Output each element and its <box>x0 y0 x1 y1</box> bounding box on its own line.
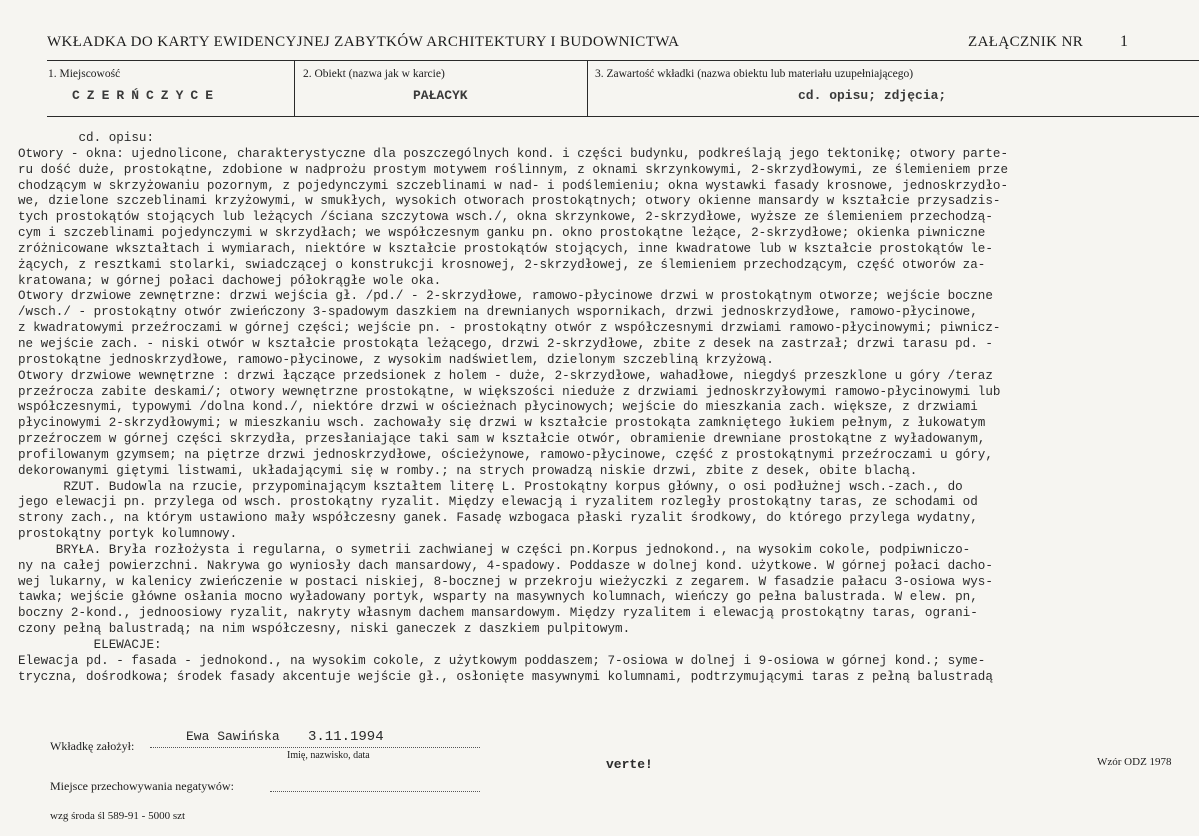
negatives-line <box>270 791 480 792</box>
object-label: 2. Obiekt (nazwa jak w karcie) <box>303 68 445 80</box>
negatives-label: Miejsce przechowywania negatywów: <box>50 779 234 793</box>
description-line: dekorowanymi giętymi listwami, układającymi się w romby.; na strych prowadzą niskie drzwi, zbite z desek, obite blachą. <box>18 463 918 478</box>
description-line: z kwadratowymi przeźroczami w górnej części; wejście pn. - prostokątny otwór z współczesnymi drzwiami ramowo-płycinowymi; piwnicz- <box>18 321 1001 336</box>
description-line: cym i szczeblinami pojedynczymi w skrzydłach; we współczesnym ganku pn. okno prostokątne leżące, 2-skrzydłowe; okienka piwniczne <box>18 226 986 241</box>
form-title: WKŁADKA DO KARTY EWIDENCYJNEJ ZABYTKÓW ARCHITEKTURY I BUDOWNICTWA <box>47 34 680 50</box>
content-label: 3. Zawartość wkładki (nazwa obiektu lub materiału uzupełniającego) <box>595 68 914 80</box>
field-divider-1 <box>294 61 295 117</box>
signature-caption: Imię, nazwisko, data <box>287 750 370 761</box>
field-divider-2 <box>587 61 588 117</box>
description-line: żących, z resztkami stolarki, swiadczącej o konstrukcji krosnowej, 2-skrzydłowej, ze ślemieniem przechodzącym, część otworów za- <box>18 257 986 272</box>
description-line: RZUT. Budowla na rzucie, przypominającym kształtem literę L. Prostokątny korpus główny, o osi podłużnej wsch.-zach., do <box>18 479 963 494</box>
description-line: profilowanym gzymsem; na piętrze drzwi jednoskrzydłowe, ościeżynowe, ramowo-płycinowe, część z prostokątnymi przeźroczami u góry, <box>18 447 993 462</box>
description-line: ny na całej powierzchni. Nakrywa go wyniosły dach mansardowy, 4-spadowy. Poddasze w dolnej kond. użytkowe. W górnej połaci dacho- <box>18 558 993 573</box>
inserted-by-label: Wkładkę założył: <box>50 739 135 753</box>
inserted-by-name: Ewa Sawińska <box>186 729 280 744</box>
description-line: wej lukarny, w kalenicy zwieńczenie w postaci niskiej, 8-bocznej w przekroju wieżyczki z zegarem. W fasadzie pałacu 3-osiowa wys- <box>18 574 993 589</box>
fields-bottom-rule <box>47 116 1199 117</box>
description-line: jego elewacji pn. przylega od wsch. prostokątny ryzalit. Między elewacją i ryzalitem rozległy prostokątny taras, ze schodami od <box>18 495 978 510</box>
inserted-by-line <box>150 747 480 748</box>
description-text <box>18 131 1188 686</box>
description-line: tryczna, dośrodkowa; środek fasady akcentuje wejście gł., osłonięte masywnymi kolumnami, podtrzymującymi taras z pełną balustradą <box>18 669 993 684</box>
description-line: chodzącym w skrzyżowaniu pozornym, z pojedynczymi szczeblinami w nad- i podślemieniu; okna wystawki fasady krosnowe, jednoskrzydło- <box>18 178 1009 193</box>
form-model: Wzór ODZ 1978 <box>1097 756 1172 768</box>
content-value: cd. opisu; zdjęcia; <box>798 88 947 103</box>
description-line: czony pełną balustradą; na nim współczesny, niski ganeczek z daszkiem pulpitowym. <box>18 622 631 637</box>
inserted-date: 3.11.1994 <box>308 729 384 745</box>
description-line: przeźroczem w górnej części skrzydła, przesłaniające taki sam w kształcie otwór, obramienie drewniane prostokątne z wyładowanym, <box>18 432 986 447</box>
description-line: ne wejście zach. - niski otwór w kształcie prostokąta leżącego, drzwi 2-skrzydłowe, zbite z desek na zastrzał; drzwi tarasu pd. - <box>18 336 993 351</box>
description-line: /wsch./ - prostokątny otwór zwieńczony 3-spadowym daszkiem na drewnianych wspornikach, drzwi jednoskrzydłowe, ramowo-płycinowe, <box>18 305 978 320</box>
description-line: tych prostokątów stojących lub leżących /ściana szczytowa wsch./, okna skrzynkowe, 2-skrzydłowe, wyższe ze ślemieniem przechodzą- <box>18 210 993 225</box>
description-line: prostokątny portyk kolumnowy. <box>18 527 238 542</box>
verte-note: verte! <box>606 757 653 772</box>
place-label: 1. Miejscowość <box>48 68 121 80</box>
description-line: współczesnymi, typowymi /dolna kond./, niektóre drzwi w ościeżnach płycinowych; wejście do mieszkania zach. większe, z drzwiami <box>18 400 978 415</box>
description-line: prostokątne jednoskrzydłowe, ramowo-płycinowe, z wysokim nadświetlem, dzielonym szczebliną krzyżową. <box>18 352 774 367</box>
description-line: BRYŁA. Bryła rozłożysta i regularna, o symetrii zachwianej w części pn.Korpus jednokond., na wysokim cokole, podpiwniczo- <box>18 542 971 557</box>
description-line: Otwory drzwiowe zewnętrzne: drzwi wejścia gł. /pd./ - 2-skrzydłowe, ramowo-płycinowe drzwi w prostokątnym otworze; wejście boczne <box>18 289 993 304</box>
description-line: płycinowymi 2-skrzydłowymi; w mieszkaniu wsch. zachowały się drzwi w kształcie prostokąta zamkniętego łukiem pełnym, z łukowatym <box>18 416 986 431</box>
place-value: CZERŃCZYCE <box>72 88 221 103</box>
annex-number: 1 <box>1120 33 1128 50</box>
description-line: Otwory - okna: ujednolicone, charakterystyczne dla poszczególnych kond. i części budynku, podkreślają jego tektonikę; otwory parte- <box>18 146 1009 161</box>
description-line: ELEWACJE: <box>18 638 162 652</box>
description-line: ru dość duże, prostokątne, zdobione w nadprożu prostym motywem roślinnym, z oknami skrzynkowymi, 2-skrzydłowymi, ze ślemieniem prze <box>18 162 1009 177</box>
description-line: tawka; wejście główne osłania mocno wyładowany portyk, wsparty na masywnych kolumnach, wieńczy go pełna balustrada. W elew. pn, <box>18 590 978 605</box>
annex-label: ZAŁĄCZNIK NR <box>968 34 1084 50</box>
description-line: zróżnicowane wkształtach i wymiarach, niektóre w kształcie prostokątów stojących, inne kwadratowe lub w kształcie prostokątów le- <box>18 241 993 256</box>
description-line: boczny 2-kond., jednoosiowy ryzalit, nakryty własnym dachem mansardowym. Między ryzalitem i elewacją prostokątny taras, ograni- <box>18 606 978 621</box>
object-value: PAŁACYK <box>413 88 468 103</box>
header-rule <box>47 60 1199 61</box>
description-line: strony zach., na którym ustawiono mały współczesny ganek. Fasadę wzbogaca płaski ryzalit środkowy, do którego przylega wydatny, <box>18 511 978 526</box>
print-info: wzg środa śl 589-91 - 5000 szt <box>50 810 186 822</box>
description-line: Elewacja pd. - fasada - jednokond., na wysokim cokole, z użytkowym poddaszem; 7-osiowa w dolnej i 9-osiowa w górnej kond.; syme- <box>18 653 986 668</box>
description-line: Otwory drzwiowe wewnętrzne : drzwi łączące przedsionek z holem - duże, 2-skrzydłowe, wahadłowe, niegdyś przeszklone u góry /teraz <box>18 368 993 383</box>
description-line: przeźrocza zabite deskami/; otwory wewnętrzne prostokątne, w większości nieduże z drzwiami jednoskrzyłowymi ramowo-płycinowymi lub <box>18 384 1001 399</box>
description-line: cd. opisu: <box>18 131 155 145</box>
description-line: we, dzielone szczeblinami krzyżowymi, w smukłych, wysokich otworach prostokątnych; otwory okienne mansardy w kształcie przysadzis- <box>18 194 1001 209</box>
description-line: kratowana; w górnej połaci dachowej półokrągłe wole oka. <box>18 273 442 288</box>
